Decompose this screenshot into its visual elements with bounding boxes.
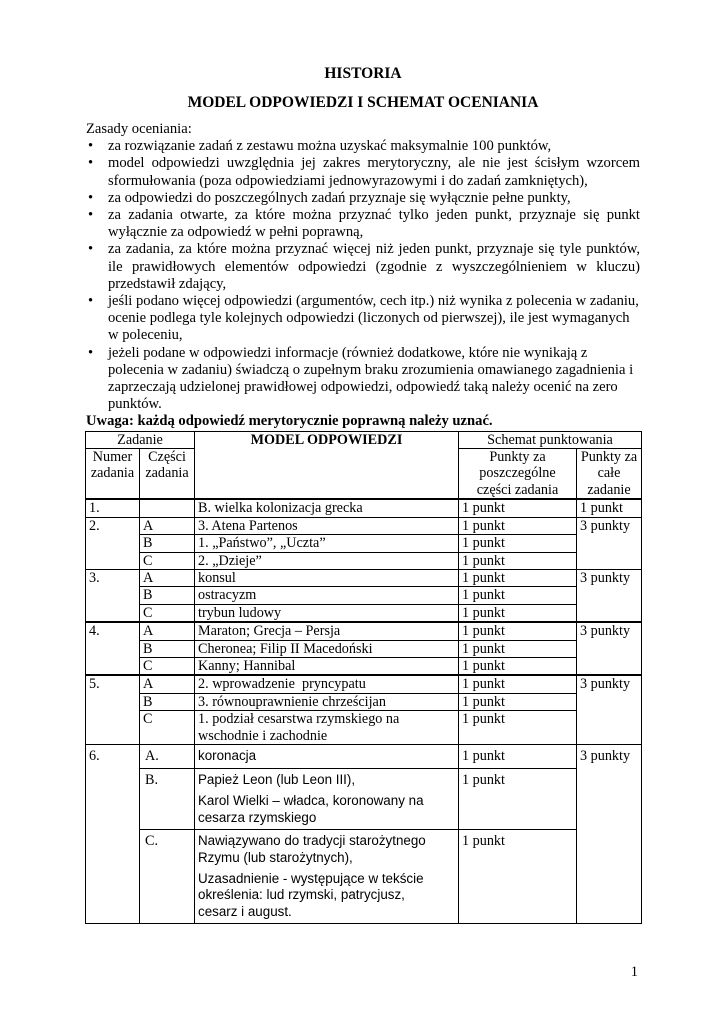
part-points: 1 punkt [459, 587, 577, 604]
table-row [86, 569, 642, 586]
subject-heading: HISTORIA [324, 65, 402, 82]
task-number: 1. [86, 499, 140, 517]
task-answer: B. wielka kolonizacja grecka [195, 499, 459, 517]
task-part: B. [140, 768, 195, 829]
table-row [86, 711, 642, 745]
header-part-points: Punkty za poszczególne części zadania [459, 449, 577, 500]
rule-item: • za zadania otwarte, za które można przyznać tylko jeden punkt, przyznaje się punkt wyłącznie za odpowiedź w pełni poprawną, [86, 207, 640, 241]
part-points: 1 punkt [459, 830, 577, 924]
document-page [86, 64, 640, 924]
task-part: C [140, 711, 195, 745]
rule-item: • za odpowiedzi do poszczególnych zadań przyznaje się wyłącznie pełne punkty, [86, 190, 640, 207]
part-points: 1 punkt [459, 675, 577, 693]
header-scheme: Schemat punktowania [459, 431, 642, 448]
part-points: 1 punkt [459, 711, 577, 745]
task-answer: 3. równouprawnienie chrześcijan [195, 693, 459, 710]
answer-key-table [85, 431, 642, 925]
header-model: MODEL ODPOWIEDZI [195, 431, 459, 499]
part-points: 1 punkt [459, 569, 577, 586]
task-part: A [140, 622, 195, 640]
task-answer [195, 768, 459, 829]
table-row [86, 640, 642, 657]
table-row [86, 657, 642, 675]
rule-item: • za zadania, za które można przyznać więcej niż jeden punkt, przyznaje się tyle punktów, ile prawidłowych elementów odpowiedzi (zgodnie z wyszczególnieniem w kluczu) przedstawił zdający, [86, 241, 640, 293]
task-answer: 1. „Państwo”, „Uczta” [195, 535, 459, 552]
rule-item: • model odpowiedzi uwzględnia jej zakres merytoryczny, ale nie jest ścisłym wzorcem sformułowania (poza odpowiedziami jednowyrazowymi i do zadań zamkniętych), [86, 155, 640, 189]
table-row [86, 517, 642, 534]
answer-line: Uzasadnienie - występujące w tekście określenia: lud rzymski, patrycjusz, cesarz i august. [198, 871, 424, 919]
part-points: 1 punkt [459, 744, 577, 768]
table-row [86, 587, 642, 604]
part-points: 1 punkt [459, 693, 577, 710]
header-number: Numer zadania [86, 449, 140, 500]
note-text: Uwaga: każdą odpowiedź merytorycznie poprawną należy uznać. [86, 413, 493, 430]
task-answer: konsul [195, 569, 459, 586]
header-total-points: Punkty za całe zadanie [577, 449, 642, 500]
task-part: B [140, 693, 195, 710]
table-row [86, 744, 642, 768]
task-part: A [140, 569, 195, 586]
task-answer: koronacja [195, 744, 459, 768]
part-points: 1 punkt [459, 517, 577, 534]
table-row [86, 768, 642, 829]
task-part: A [140, 675, 195, 693]
task-answer: Maraton; Grecja – Persja [195, 622, 459, 640]
task-number: 2. [86, 517, 140, 569]
document-title: MODEL ODPOWIEDZI I SCHEMAT OCENIANIA [187, 94, 539, 111]
part-points: 1 punkt [459, 552, 577, 569]
task-part: A. [140, 744, 195, 768]
task-answer: 2. wprowadzenie pryncypatu [195, 675, 459, 693]
part-points: 1 punkt [459, 622, 577, 640]
total-points: 3 punkty [577, 675, 642, 744]
rules-list [86, 138, 640, 413]
table-row [86, 830, 642, 924]
total-points: 3 punkty [577, 744, 642, 923]
task-part: C [140, 552, 195, 569]
task-answer [195, 830, 459, 924]
part-points: 1 punkt [459, 768, 577, 829]
task-answer: trybun ludowy [195, 604, 459, 622]
task-answer: 3. Atena Partenos [195, 517, 459, 534]
table-row [86, 622, 642, 640]
part-points: 1 punkt [459, 604, 577, 622]
table-row [86, 552, 642, 569]
header-task: Zadanie [86, 431, 195, 448]
task-answer: Kanny; Hannibal [195, 657, 459, 675]
task-number: 5. [86, 675, 140, 744]
rule-item: • jeżeli podane w odpowiedzi informacje (również dodatkowe, które nie wynikają z polecenia w zadaniu) świadczą o zupełnym braku zrozumienia omawianego zagadnienia i zaprzeczają udzielonej prawidłowej odpowiedzi, odpowiedź taką należy ocenić na zero punktów. [86, 345, 640, 414]
table-row [86, 604, 642, 622]
task-part: C [140, 657, 195, 675]
part-points: 1 punkt [459, 640, 577, 657]
task-answer: 1. podział cesarstwa rzymskiego na wschodnie i zachodnie [195, 711, 459, 745]
task-part [140, 499, 195, 517]
page-number: 1 [630, 964, 638, 980]
task-number: 3. [86, 569, 140, 622]
task-part: C [140, 604, 195, 622]
table-header-row [86, 431, 642, 448]
table-row [86, 675, 642, 693]
header-parts: Części zadania [140, 449, 195, 500]
task-number: 4. [86, 622, 140, 675]
task-answer: ostracyzm [195, 587, 459, 604]
total-points: 3 punkty [577, 517, 642, 569]
total-points: 3 punkty [577, 569, 642, 622]
total-points: 1 punkt [577, 499, 642, 517]
task-number: 6. [86, 744, 140, 923]
rule-item: • za rozwiązanie zadań z zestawu można uzyskać maksymalnie 100 punktów, [86, 138, 640, 155]
part-points: 1 punkt [459, 657, 577, 675]
part-points: 1 punkt [459, 499, 577, 517]
task-answer: 2. „Dzieje” [195, 552, 459, 569]
table-row [86, 693, 642, 710]
table-row [86, 535, 642, 552]
part-points: 1 punkt [459, 535, 577, 552]
rules-intro: Zasady oceniania: [86, 121, 192, 137]
task-part: B [140, 587, 195, 604]
task-part: C. [140, 830, 195, 924]
task-answer: Cheronea; Filip II Macedoński [195, 640, 459, 657]
task-part: B [140, 535, 195, 552]
answer-line: Nawiązywano do tradycji starożytnego Rzymu (lub starożytnych), [198, 833, 426, 865]
table-row [86, 499, 642, 517]
answer-line: Karol Wielki – władca, koronowany na cesarza rzymskiego [198, 793, 424, 825]
task-part: A [140, 517, 195, 534]
rule-item: • jeśli podano więcej odpowiedzi (argumentów, cech itp.) niż wynika z polecenia w zadaniu, ocenie podlega tyle kolejnych odpowiedzi (liczonych od pierwszej), ile jest wymaganych w poleceniu, [86, 293, 640, 345]
answer-line: Papież Leon (lub Leon III), [198, 771, 356, 787]
task-part: B [140, 640, 195, 657]
total-points: 3 punkty [577, 622, 642, 675]
